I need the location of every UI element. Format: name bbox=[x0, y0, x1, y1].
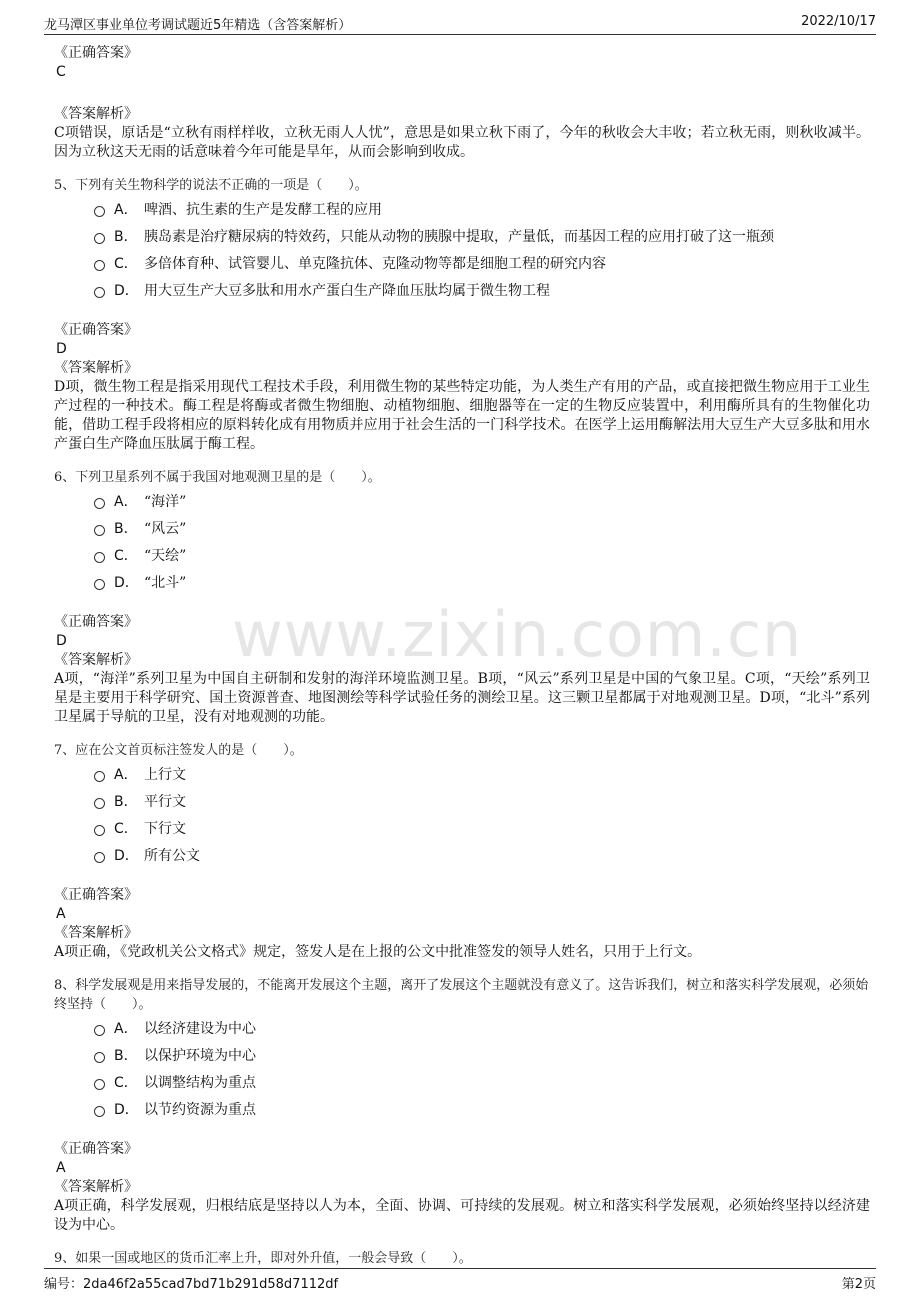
question-text: 5、下列有关生物科学的说法不正确的一项是（ ）。 bbox=[54, 178, 368, 193]
explanation-label: 《答案解析》 bbox=[54, 925, 138, 941]
option-letter: B． bbox=[114, 521, 138, 537]
option-a[interactable] bbox=[92, 762, 870, 789]
question-7 bbox=[54, 741, 870, 962]
radio-icon[interactable] bbox=[94, 552, 105, 563]
radio-icon[interactable] bbox=[94, 1052, 105, 1063]
options-list bbox=[92, 762, 870, 870]
option-b[interactable] bbox=[92, 516, 870, 543]
option-c[interactable] bbox=[92, 543, 870, 570]
option-a[interactable] bbox=[92, 197, 870, 224]
question-text: 7、应在公文首页标注签发人的是（ ）。 bbox=[54, 743, 303, 758]
question-6 bbox=[54, 468, 870, 727]
option-letter: B． bbox=[114, 794, 138, 810]
question-text: 8、科学发展观是用来指导发展的，不能离开发展这个主题，离开了发展这个主题就没有意义了。这告诉我们，树立和落实科学发展观，必须始终坚持（ ）。 bbox=[54, 978, 869, 1012]
option-b[interactable] bbox=[92, 789, 870, 816]
options-list bbox=[92, 489, 870, 597]
radio-icon[interactable] bbox=[94, 287, 105, 298]
option-letter: C． bbox=[114, 548, 138, 564]
explanation-text: A项正确，《党政机关公文格式》规定，签发人是在上报的公文中批准签发的领导人姓名，只用于上行文。 bbox=[54, 944, 702, 960]
explanation-text: C项错误，原话是“立秋有雨样样收，立秋无雨人人忧”，意思是如果立秋下雨了，今年的秋收会大丰收；若立秋无雨，则秋收减半。因为立秋这天无雨的话意味着今年可能是旱年，从而会影响到收成。 bbox=[54, 125, 870, 160]
option-text: “北斗” bbox=[144, 575, 187, 591]
radio-icon[interactable] bbox=[94, 1079, 105, 1090]
option-text: 以保护环境为中心 bbox=[144, 1048, 256, 1064]
option-text: 用大豆生产大豆多肽和用水产蛋白生产降血压肽均属于微生物工程 bbox=[144, 283, 550, 299]
radio-icon[interactable] bbox=[94, 1106, 105, 1117]
radio-icon[interactable] bbox=[94, 771, 105, 782]
explanation-label: 《答案解析》 bbox=[54, 360, 138, 376]
explanation-label: 《答案解析》 bbox=[54, 652, 138, 668]
answer-value: D bbox=[56, 341, 67, 357]
option-text: 啤酒、抗生素的生产是发酵工程的应用 bbox=[144, 202, 382, 218]
document-date: 2022/10/17 bbox=[801, 14, 876, 29]
option-a[interactable] bbox=[92, 1016, 870, 1043]
radio-icon[interactable] bbox=[94, 579, 105, 590]
option-letter: D． bbox=[114, 1102, 139, 1118]
answer-value: D bbox=[56, 633, 67, 649]
page-header bbox=[44, 10, 876, 35]
option-letter: C． bbox=[114, 1075, 138, 1091]
option-letter: B． bbox=[114, 229, 138, 245]
document-body bbox=[54, 44, 870, 1268]
option-letter: C． bbox=[114, 821, 138, 837]
option-text: 下行文 bbox=[144, 821, 186, 837]
radio-icon[interactable] bbox=[94, 233, 105, 244]
answer-value: A bbox=[56, 1160, 66, 1176]
option-letter: D． bbox=[114, 283, 139, 299]
option-a[interactable] bbox=[92, 489, 870, 516]
option-d[interactable] bbox=[92, 278, 870, 305]
radio-icon[interactable] bbox=[94, 525, 105, 536]
option-b[interactable] bbox=[92, 224, 870, 251]
option-letter: A． bbox=[114, 494, 138, 510]
option-letter: A． bbox=[114, 1021, 138, 1037]
option-d[interactable] bbox=[92, 570, 870, 597]
explanation-text: D项，微生物工程是指采用现代工程技术手段，利用微生物的某些特定功能，为人类生产有用的产品，或直接把微生物应用于工业生产过程的一种技术。酶工程是将酶或者微生物细胞、动植物细胞、细胞器等在一定的生物反应装置中，利用酶所具有的生物催化功能，借助工程手段将相应的原料转化成有用物质并应用于社会生活的一门科学技术。在医学上运用酶解法用大豆生产大豆多肽和用水产蛋白生产降血压肽属于酶工程。 bbox=[54, 379, 870, 452]
option-text: 上行文 bbox=[144, 767, 186, 783]
radio-icon[interactable] bbox=[94, 1025, 105, 1036]
option-letter: A． bbox=[114, 202, 138, 218]
answer-value: C bbox=[56, 64, 66, 80]
answer-label: 《正确答案》 bbox=[54, 45, 138, 61]
radio-icon[interactable] bbox=[94, 852, 105, 863]
option-c[interactable] bbox=[92, 1070, 870, 1097]
option-text: 以调整结构为重点 bbox=[144, 1075, 256, 1091]
document-code: 编号：2da46f2a55cad7bd71b291d58d7112df bbox=[44, 1277, 339, 1292]
option-letter: B． bbox=[114, 1048, 138, 1064]
option-text: 所有公文 bbox=[144, 848, 200, 864]
question-9 bbox=[54, 1249, 870, 1268]
option-text: 胰岛素是治疗糖尿病的特效药，只能从动物的胰腺中提取，产量低，而基因工程的应用打破了这一瓶颈 bbox=[144, 229, 774, 245]
options-list bbox=[92, 197, 870, 305]
option-text: 多倍体育种、试管婴儿、单克隆抗体、克隆动物等都是细胞工程的研究内容 bbox=[144, 256, 606, 272]
question-text: 9、如果一国或地区的货币汇率上升，即对外升值，一般会导致（ ）。 bbox=[54, 1251, 472, 1266]
answer-label: 《正确答案》 bbox=[54, 322, 138, 338]
answer-label: 《正确答案》 bbox=[54, 887, 138, 903]
option-d[interactable] bbox=[92, 843, 870, 870]
option-text: “海洋” bbox=[144, 494, 187, 510]
options-list bbox=[92, 1016, 870, 1124]
radio-icon[interactable] bbox=[94, 798, 105, 809]
radio-icon[interactable] bbox=[94, 206, 105, 217]
option-text: 平行文 bbox=[144, 794, 186, 810]
radio-icon[interactable] bbox=[94, 260, 105, 271]
answer-label: 《正确答案》 bbox=[54, 1141, 138, 1157]
radio-icon[interactable] bbox=[94, 498, 105, 509]
radio-icon[interactable] bbox=[94, 825, 105, 836]
watermark: www.zixin.com.cn bbox=[232, 598, 803, 671]
option-letter: D． bbox=[114, 575, 139, 591]
explanation-text: A项正确，科学发展观，归根结底是坚持以人为本，全面、协调、可持续的发展观。树立和落实科学发展观，必须始终坚持以经济建设为中心。 bbox=[54, 1198, 870, 1233]
q4-answer-section bbox=[54, 44, 870, 162]
option-text: “风云” bbox=[144, 521, 187, 537]
option-text: “天绘” bbox=[144, 548, 187, 564]
question-8 bbox=[54, 976, 870, 1235]
explanation-text: A项，“海洋”系列卫星为中国自主研制和发射的海洋环境监测卫星。B项，“风云”系列卫星是中国的气象卫星。C项，“天绘”系列卫星是主要用于科学研究、国土资源普查、地图测绘等科学试验任务的测绘卫星。这三颗卫星都属于对地观测卫星。D项，“北斗”系列卫星属于导航的卫星，没有对地观测的功能。 bbox=[54, 671, 870, 725]
option-d[interactable] bbox=[92, 1097, 870, 1124]
option-c[interactable] bbox=[92, 251, 870, 278]
explanation-label: 《答案解析》 bbox=[54, 106, 138, 122]
option-letter: D． bbox=[114, 848, 139, 864]
option-letter: A． bbox=[114, 767, 138, 783]
option-text: 以节约资源为重点 bbox=[144, 1102, 256, 1118]
option-b[interactable] bbox=[92, 1043, 870, 1070]
option-text: 以经济建设为中心 bbox=[144, 1021, 256, 1037]
option-c[interactable] bbox=[92, 816, 870, 843]
page-number: 第2页 bbox=[841, 1277, 876, 1292]
question-text: 6、下列卫星系列不属于我国对地观测卫星的是（ ）。 bbox=[54, 470, 381, 485]
answer-value: A bbox=[56, 906, 66, 922]
page-footer bbox=[44, 1268, 876, 1293]
answer-label: 《正确答案》 bbox=[54, 614, 138, 630]
document-title: 龙马潭区事业单位考调试题近5年精选（含答案解析） bbox=[44, 18, 352, 33]
question-5 bbox=[54, 176, 870, 454]
option-letter: C． bbox=[114, 256, 138, 272]
explanation-label: 《答案解析》 bbox=[54, 1179, 138, 1195]
